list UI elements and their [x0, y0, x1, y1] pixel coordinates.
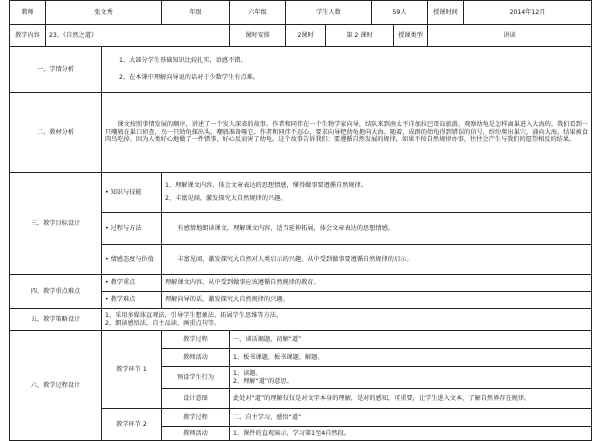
difficulty-label: • 教学难点 [102, 292, 162, 309]
hours-label: 课时安排 [230, 25, 286, 47]
strategy-body [102, 309, 592, 331]
stage1-row-1 [10, 331, 592, 349]
stage1-row2-text: 1、板书课题，板书课题、解题。 [230, 349, 592, 367]
material-analysis-title: 二、教材分析 [10, 93, 102, 173]
teacher-name: 张文秀 [46, 1, 162, 25]
objectives-knowledge-row [10, 173, 592, 213]
stage2-label: 教学环节 2 [102, 409, 162, 441]
emotion-label: • 情感态度与价值 [102, 245, 162, 275]
stage1-row4-label: 设计意图 [162, 389, 230, 409]
content-label: 教学内容 [10, 25, 46, 47]
stage1-row3-text: 1、读题。 2、理解“道”的意思。 [230, 367, 592, 389]
key-text: 理解课文内容，从中受到做事应该遵循自然规律的教育。 [162, 275, 592, 292]
material-analysis-text: 课文按照事情发展的顺序，讲述了一个发人深省的故事。作者和同伴在一个生物学家向导，结队来到南太平洋加拉巴哥岛旅游，观察幼龟是怎样离巢进入大海的。我们看到一只嘲鸫在巢口侦查，鸟一只幼龟探出头，嘲鸫准备啄它。作者和同伴不忍心，要求向导把幼龟抱向大海。随着，成群的幼龟得到错误的信号，纷纷爬出巢穴，涌向大海，结果被食肉鸟吃掉。因为人类好心地做了一件错事，好心反而害了幼龟。这个故事告诉我们：要遵循自然发展的规律，如果不按自然规律办事，往往会产生与我们的愿望相反的结果。 [102, 93, 592, 173]
knowledge-body [162, 173, 592, 213]
knowledge-line-2: 2、丰富见闻，激发探究大自然规律的兴趣。 [165, 195, 287, 202]
knowledge-label: • 知识与技能 [102, 173, 162, 213]
lesson-type-value: 讲读 [428, 25, 592, 47]
process-label-text: 过程与方法 [110, 224, 142, 232]
grade-value: 六年级 [230, 1, 286, 25]
difficulty-label-text: 教学难点 [110, 296, 136, 304]
strategy-title: 五、教学策略设计 [10, 309, 102, 331]
stage1-row1-label: 教学过程 [162, 331, 230, 349]
stage1-label: 教学环节 1 [102, 331, 162, 409]
teacher-label: 教师 [10, 1, 46, 25]
strategy-line-2: 2、朗读感悟法，自主品读，画重点句等。 [105, 319, 221, 327]
key-points-title: 四、教学重点难点 [10, 275, 102, 309]
stage1-row2-label: 教师活动 [162, 349, 230, 367]
grade-label: 年级 [162, 1, 230, 25]
difficulty-text: 理解向导的话，激发探究大自然规律的兴趣。 [162, 292, 592, 309]
students-value: 59人 [372, 1, 428, 25]
header-row-2 [10, 25, 592, 47]
lesson-type-label: 授课类型 [394, 25, 428, 47]
emotion-text: 丰富见闻，激发探究大自然对人类启示的兴趣，从中受到做事要遵循自然规律的启示。 [162, 245, 592, 275]
stage1-row1-text: 一、谈话揭题，初解“道” [230, 331, 592, 349]
learner-line-2: 2、在本课中理解向导说的话对于少数学生有点难。 [119, 74, 260, 81]
strategy-line-1: 1、采用多媒体直观法，引导学生想象法、拓展学生思维等方法。 [105, 311, 283, 319]
objectives-title: 三、教学目标设计 [10, 173, 102, 275]
stage1-row3-label: 预设学生行为 [162, 367, 230, 389]
process-label: • 过程与方法 [102, 213, 162, 245]
stage2-row2-text: 1、课件的直观演示，学习第1至4自然段。 [230, 427, 592, 441]
material-analysis-row [10, 93, 592, 173]
lesson-plan-table [9, 0, 592, 441]
students-label: 学生人数 [286, 1, 372, 25]
key-label-text: 教学重点 [110, 279, 136, 287]
process-title: 六、教学过程设计 [10, 331, 102, 441]
knowledge-label-text: 知识与技能 [110, 188, 142, 196]
stage2-row1-text: 二、自主学习，感悟“道” [230, 409, 592, 427]
knowledge-line-1: 1、理解课文内容，体会文章表达的思想情感，懂得做事要遵循自然规律。 [165, 182, 367, 190]
key-point-row [10, 275, 592, 292]
process-text: 有感情地朗读课文，理解课文内容，适当延伸拓展，体会文章表达的思想情感。 [162, 213, 592, 245]
stage2-row2-label: 教师活动 [162, 427, 230, 441]
key-label: • 教学重点 [102, 275, 162, 292]
time-value: 2014年12月 [464, 1, 592, 25]
stage1-row4-text: 此处对“道”的理解仅仅是对文字本身的理解，是对的感知，可重要，让学生进入文本，了解自然界存在规律。 [230, 389, 592, 409]
stage2-row1-label: 教学过程 [162, 409, 230, 427]
current-hour: 第 2 课时 [326, 25, 394, 47]
learner-line-1: 1、大部分学生基础知识比较扎实，语感不错。 [119, 57, 247, 65]
learner-analysis-body [102, 47, 592, 93]
emotion-label-text: 情感态度与价值 [110, 255, 154, 263]
strategy-row [10, 309, 592, 331]
hours-value: 2课时 [286, 25, 326, 47]
time-label: 授课时间 [428, 1, 464, 25]
learner-analysis-row [10, 47, 592, 93]
header-row-1 [10, 1, 592, 25]
learner-analysis-title: 一、学情分析 [10, 47, 102, 93]
content-value: 23、《自然之道》 [46, 25, 230, 47]
